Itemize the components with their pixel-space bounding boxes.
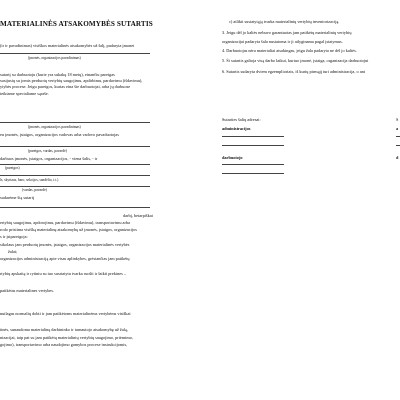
right-text-line: 3. Jeigu dėl jo kaltės nebuvo garantuotas jam patikėtų materialinių vertybių [222,30,352,35]
left-text-line: (įmonės, organizacijos pavadinimas) [28,125,81,129]
blank-line [222,173,284,174]
right-text-line: S [396,117,399,122]
left-text-line: patikėtas materialines vertybes. [0,288,55,293]
left-text-line: s ir įsipareigoja: [0,234,28,239]
right-text-line: administracijos [222,126,251,131]
left-text-line: ls, skyriaus, baro, sekcijos, sandėlio, t.t.) [0,178,59,182]
left-text-line: (pareigos) [5,166,20,170]
left-text-line: rodo prisiima visišką materialinę atsakomybę už įmonės, įstaigos, organizacijos [0,227,137,232]
left-text-line: nuilagas normalių dobti ir jam patikėtoms materialinėms vertybėms visiškai [0,311,131,316]
blank-line [0,122,150,123]
left-text-line: organizacijos administraciją apie visas aplinkybes, grėsiančias jam patikėtų [0,256,130,261]
blank-line [0,186,150,187]
left-text-line: (vardas, pavardė) [22,188,47,192]
left-text-line: ertybių saugojimu, apdorojimu, pardavimu (išdavimu), transportavimu arba [0,220,130,225]
left-text-line: sudarėme šią sutartį [0,195,35,200]
left-text-line: gojimo), transportavimo arba naudojimo gamybos procese instrukcijomis, [0,342,128,347]
blank-line [396,136,400,137]
right-text-line: d [396,155,399,160]
left-text-line: nizacijai, taip pat su jam patikėtų materialinių vertybių saugojimo, priėmimo, [0,335,133,340]
right-text-line: organizacijai padaryta šala nustatoma ir ji atlyginama pagal įstatymus. [222,39,343,44]
left-text-line: teiktame specialiame sąraše. [0,91,49,96]
left-text-line: rtybių apskaitą ir rytiniu su tuo susrtatytu tvarka ruošti ir laikti prekines – [0,271,127,276]
right-text-line: a [396,126,399,131]
left-text-line: (įmonės, organizacijos pavadinimas) [28,56,81,60]
blank-line [0,164,150,165]
left-text-line: žalai; [8,249,18,254]
right-text-line: darbuotojo [222,155,243,160]
right-text-line: 4. Darbuotojas nėra materialiai atsakingas, jeigu žala padaryta ne dėl jo kaltės. [222,48,357,53]
left-text-line: eu įmonės, įstaigos, organizacijos vadovas arba vadovo pavaduotojas [0,132,119,137]
right-text-line: 6. Sutartis sudaryta dviem egzemplioriais, iš kurių pirmąjį turi administracija, o ant [222,69,365,74]
right-text-line: c) atlikti sustatytąją tvarka materialinių vertybių inventorizaciją. [229,19,340,24]
blank-line [0,146,150,147]
left-text-line: (ir ir pavadinimas) visiškos materialinės atsakomybės už šalį, padaryta įmonei [0,43,135,48]
blank-line [0,207,150,208]
left-text-line: sikolaus jam perduotų įmonės, įstaigos, organizacijos materialinės vertybės [0,242,130,247]
left-text-line: darbuos įmonės, įstaigos, organizacijos, - viena šalis, - ir [0,156,98,161]
blank-line [222,145,284,146]
left-text-line: sutartį su darbuotoju (kurie yra sukakę 18 metų), einančiu pareigas [0,72,115,77]
document-title: MATERIALINĖS ATSAKOMYBĖS SUTARTIS [0,20,153,28]
blank-line [0,175,150,176]
blank-line [396,145,400,146]
blank-line [222,136,284,137]
right-text-line: Sutarties šalių adresai: [222,117,261,122]
left-text-line: susijusių su jomis perduotų vertybių saugojimu, apdirbimu, pardavimu (išdavimu), [0,78,143,83]
blank-line [222,164,284,165]
left-text-line: tinės, sunaudoma materialinę darbininko ir tarnautojo atsakomybę už žalą, [0,327,128,332]
left-text-line: ytybės procese. Jeigu pareigos, kurias eina šie darbuotojai, arba jų darbuose [0,84,131,89]
left-text-line: (pareigos, vardas, pavardė) [28,149,67,153]
blank-line [0,53,150,54]
left-text-line: darbį, betarpiškai [123,213,153,218]
right-text-line: 5. Ši sutartis galioja visą darbo laikui, kuriuo įmonė, įstaiga, organizacija darbuotojui [222,58,369,63]
